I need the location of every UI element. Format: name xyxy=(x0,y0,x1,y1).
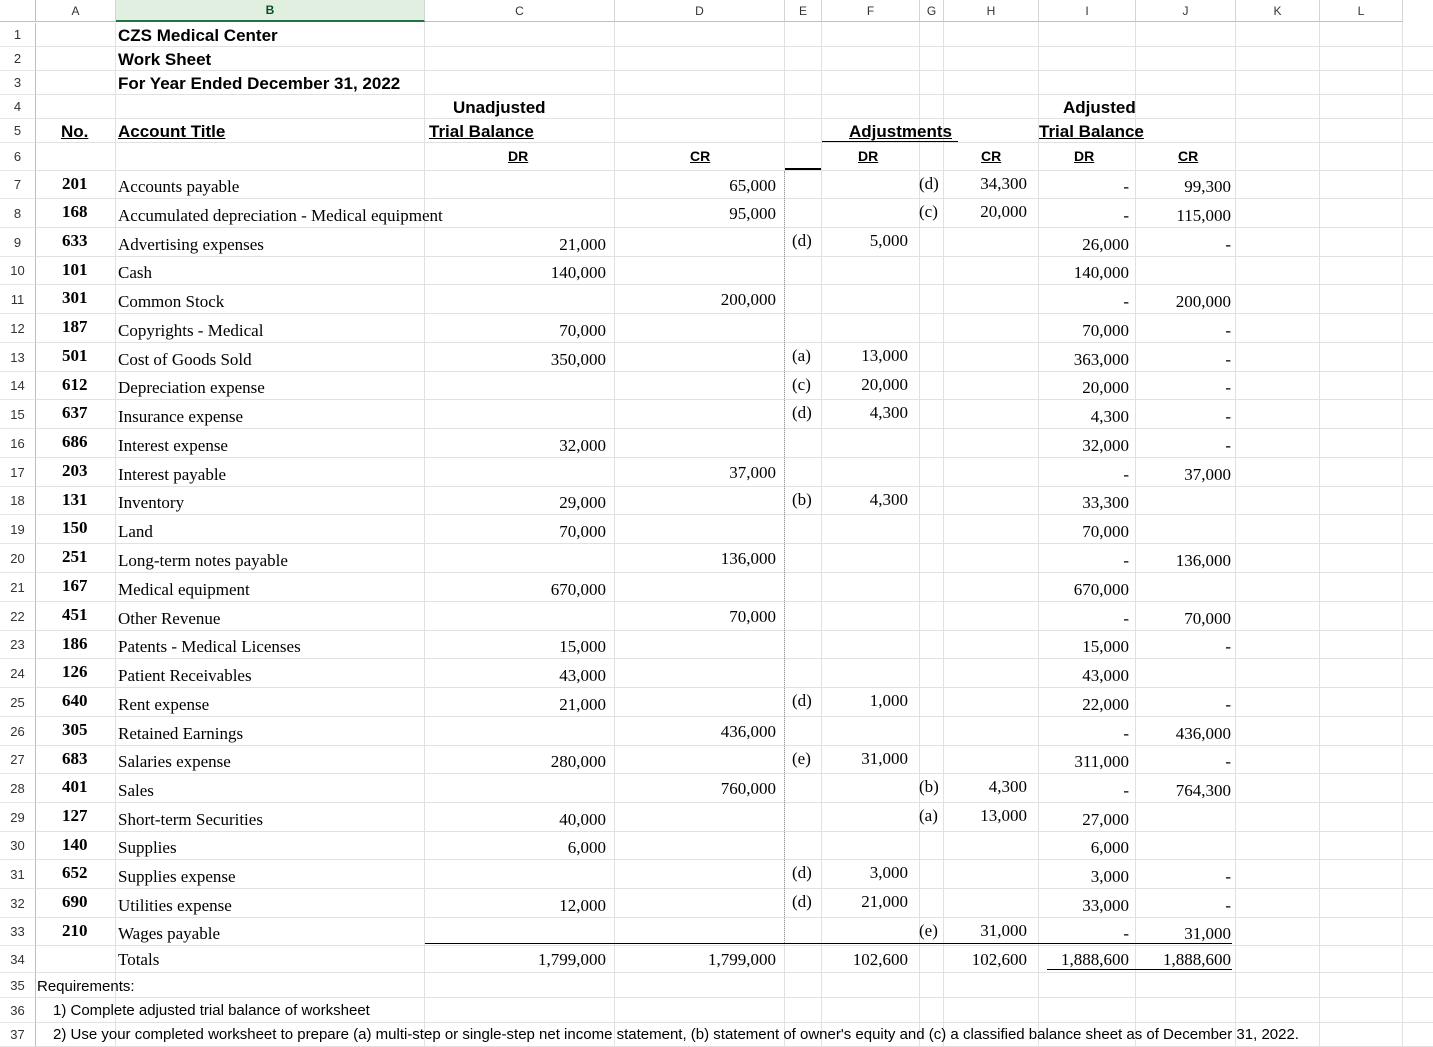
row-header-12[interactable]: 12 xyxy=(0,314,36,343)
grid-row-line xyxy=(36,457,1433,458)
account-title[interactable]: Inventory xyxy=(118,493,185,512)
column-header-L[interactable]: L xyxy=(1320,0,1403,22)
adjustment-cr[interactable]: 4,300 xyxy=(988,777,1027,796)
totals-unadjusted-dr[interactable]: 1,799,000 xyxy=(538,950,606,969)
account-number[interactable]: 140 xyxy=(62,835,88,854)
account-number[interactable]: 640 xyxy=(62,691,88,710)
account-number[interactable]: 203 xyxy=(62,461,88,480)
account-title[interactable]: Land xyxy=(118,522,153,541)
adjusted-dr[interactable]: - xyxy=(1123,924,1129,943)
sheet-title[interactable]: Work Sheet xyxy=(118,50,212,69)
account-title[interactable]: Medical equipment xyxy=(118,580,250,599)
adjusted-dr[interactable]: 26,000 xyxy=(1082,235,1129,254)
account-title[interactable]: Supplies xyxy=(118,838,177,857)
grid-row-line xyxy=(36,46,1433,47)
unadjusted-dr[interactable]: 21,000 xyxy=(559,235,606,254)
adjusted-dr[interactable]: 27,000 xyxy=(1082,810,1129,829)
period-label[interactable]: For Year Ended December 31, 2022 xyxy=(118,74,401,93)
account-number[interactable]: 637 xyxy=(62,403,88,422)
row-header-31[interactable]: 31 xyxy=(0,860,36,889)
account-title[interactable]: Cash xyxy=(118,263,152,282)
account-title[interactable]: Advertising expenses xyxy=(118,235,264,254)
adjusted-cr[interactable]: 37,000 xyxy=(1184,465,1231,484)
adjustment-dr-ref[interactable]: (e) xyxy=(792,749,811,768)
row-header-36[interactable]: 36 xyxy=(0,998,36,1023)
adjusted-dr[interactable]: - xyxy=(1123,177,1129,196)
account-title[interactable]: Salaries expense xyxy=(118,752,231,771)
adjustments-cr-label[interactable]: CR xyxy=(981,148,1002,164)
grid-row-line xyxy=(36,70,1433,71)
row-header-22[interactable]: 22 xyxy=(0,602,36,631)
column-header-D[interactable]: D xyxy=(615,0,785,22)
account-number[interactable]: 301 xyxy=(62,288,88,307)
row-header-10[interactable]: 10 xyxy=(0,257,36,285)
adjusted-dr[interactable]: 20,000 xyxy=(1082,378,1129,397)
row-header-32[interactable]: 32 xyxy=(0,889,36,918)
grid-row-line xyxy=(36,94,1433,95)
adjusted-dr[interactable]: 22,000 xyxy=(1082,695,1129,714)
adjusted-cr[interactable]: 436,000 xyxy=(1175,724,1231,743)
row-header-27[interactable]: 27 xyxy=(0,746,36,774)
account-title[interactable]: Common Stock xyxy=(118,292,225,311)
grid-row-line xyxy=(36,831,1433,832)
account-number[interactable]: 187 xyxy=(62,317,88,336)
grid-col-line xyxy=(1235,22,1236,1047)
grid-row-line xyxy=(36,399,1433,400)
adjustment-dr[interactable]: 4,300 xyxy=(869,490,908,509)
adjusted-heading-1[interactable]: Adjusted xyxy=(1063,98,1136,117)
account-title[interactable]: Rent expense xyxy=(118,695,210,714)
row-header-35[interactable]: 35 xyxy=(0,973,36,998)
grid-row-line xyxy=(36,658,1433,659)
unadjusted-dr[interactable]: 280,000 xyxy=(550,752,606,771)
adjusted-cr[interactable]: 200,000 xyxy=(1175,292,1231,311)
adjusted-dr[interactable]: 32,000 xyxy=(1082,436,1129,455)
totals-adjustments-dr[interactable]: 102,600 xyxy=(852,950,908,969)
adjusted-dr[interactable]: 70,000 xyxy=(1082,321,1129,340)
unadjusted-cr[interactable]: 65,000 xyxy=(729,176,776,195)
adjustment-cr-ref[interactable]: (a) xyxy=(919,806,938,825)
unadjusted-cr[interactable]: 37,000 xyxy=(729,463,776,482)
requirements-heading[interactable]: Requirements: xyxy=(37,978,135,995)
adjustment-dr[interactable]: 21,000 xyxy=(861,892,908,911)
account-number[interactable]: 167 xyxy=(62,576,88,595)
account-title-header[interactable]: Account Title xyxy=(118,122,226,141)
grid-row-line xyxy=(36,118,1433,119)
adjusted-cr[interactable]: - xyxy=(1225,350,1231,369)
row-header-25[interactable]: 25 xyxy=(0,688,36,717)
adjusted-dr[interactable]: 140,000 xyxy=(1073,263,1129,282)
row-header-33[interactable]: 33 xyxy=(0,918,36,946)
grid-row-line xyxy=(36,773,1433,774)
grid-row-line xyxy=(36,170,1433,171)
grid-row-line xyxy=(36,198,1433,199)
adjusted-dr[interactable]: 43,000 xyxy=(1082,666,1129,685)
account-number[interactable]: 305 xyxy=(62,720,88,739)
dr-cr-separator xyxy=(785,168,821,170)
row-header-26[interactable]: 26 xyxy=(0,717,36,746)
adjusted-dr-label[interactable]: DR xyxy=(1074,148,1095,164)
grid-row-line xyxy=(36,371,1433,372)
unadjusted-cr[interactable]: 70,000 xyxy=(729,607,776,626)
grid-row-line xyxy=(36,142,1433,143)
adjusted-cr[interactable]: - xyxy=(1225,321,1231,340)
adjustments-heading[interactable]: Adjustments xyxy=(849,122,952,141)
adjustment-cr-ref[interactable]: (b) xyxy=(919,777,939,796)
select-all-corner[interactable] xyxy=(0,0,36,22)
account-number[interactable]: 652 xyxy=(62,863,88,882)
row-header-7[interactable]: 7 xyxy=(0,171,36,199)
row-header-6[interactable]: 6 xyxy=(0,143,36,171)
account-title[interactable]: Short-term Securities xyxy=(118,810,263,829)
row-header-5[interactable]: 5 xyxy=(0,119,36,143)
row-header-19[interactable]: 19 xyxy=(0,515,36,544)
adjustment-dr[interactable]: 20,000 xyxy=(861,375,908,394)
grid-col-line xyxy=(115,22,116,1047)
grid-row-line xyxy=(36,917,1433,918)
totals-unadjusted-cr[interactable]: 1,799,000 xyxy=(708,950,776,969)
adjustment-dr[interactable]: 13,000 xyxy=(861,346,908,365)
account-title[interactable]: Utilities expense xyxy=(118,896,232,915)
row-header-30[interactable]: 30 xyxy=(0,832,36,860)
account-number[interactable]: 127 xyxy=(62,806,88,825)
adjustment-dr[interactable]: 5,000 xyxy=(869,231,908,250)
adjustments-underline xyxy=(822,141,958,142)
adjusted-cr[interactable]: 764,300 xyxy=(1175,781,1231,800)
column-header-E[interactable]: E xyxy=(785,0,822,22)
grid-row-line xyxy=(36,514,1433,515)
grid-row-line xyxy=(36,888,1433,889)
unadjusted-dr[interactable]: 29,000 xyxy=(559,493,606,512)
unadjusted-cr[interactable]: 436,000 xyxy=(720,722,776,741)
grid-row-line xyxy=(36,802,1433,803)
adjustment-cr[interactable]: 34,300 xyxy=(980,174,1027,193)
adjustment-cr[interactable]: 31,000 xyxy=(980,921,1027,940)
grid-row-line xyxy=(36,1022,1433,1023)
adjusted-cr[interactable]: - xyxy=(1225,436,1231,455)
totals-rule xyxy=(425,943,1232,944)
adjusted-dr[interactable]: - xyxy=(1123,609,1129,628)
grid-col-line xyxy=(424,22,425,1047)
row-header-21[interactable]: 21 xyxy=(0,573,36,602)
unadjusted-heading-1[interactable]: Unadjusted xyxy=(453,98,546,117)
unadjusted-cr[interactable]: 760,000 xyxy=(720,779,776,798)
account-number[interactable]: 633 xyxy=(62,231,88,250)
unadjusted-dr[interactable]: 21,000 xyxy=(559,695,606,714)
row-header-14[interactable]: 14 xyxy=(0,372,36,400)
account-number[interactable]: 150 xyxy=(62,518,88,537)
grid-row-line xyxy=(36,601,1433,602)
adjustment-cr[interactable]: 13,000 xyxy=(980,806,1027,825)
adjusted-dr[interactable]: - xyxy=(1123,206,1129,225)
account-number[interactable]: 683 xyxy=(62,749,88,768)
adjusted-cr-label[interactable]: CR xyxy=(1178,148,1199,164)
grid-row-line xyxy=(36,972,1433,973)
adjusted-dr[interactable]: 363,000 xyxy=(1073,350,1129,369)
column-header-J[interactable]: J xyxy=(1136,0,1236,22)
grid-row-line xyxy=(36,227,1433,228)
row-header-11[interactable]: 11 xyxy=(0,285,36,314)
totals-adjustments-cr[interactable]: 102,600 xyxy=(971,950,1027,969)
requirement-2[interactable]: 2) Use your completed worksheet to prepare (a) multi-step or single-step net income statement, (b) statement of owner's equity and (c) a classified balance sheet as of December 31, 2022. xyxy=(53,1026,1299,1043)
grid-col-line xyxy=(821,22,822,1047)
adjusted-dr[interactable]: 33,300 xyxy=(1082,493,1129,512)
totals-adjusted-cr[interactable]: 1,888,600 xyxy=(1163,950,1231,969)
unadjusted-dr[interactable]: 350,000 xyxy=(550,350,606,369)
unadjusted-dr[interactable]: 6,000 xyxy=(567,838,606,857)
totals-adjusted-dr[interactable]: 1,888,600 xyxy=(1061,950,1129,969)
grid-col-line xyxy=(1038,22,1039,1047)
adjusted-dr[interactable]: - xyxy=(1123,292,1129,311)
adjusted-cr[interactable]: 136,000 xyxy=(1175,551,1231,570)
adjustment-dr[interactable]: 4,300 xyxy=(869,403,908,422)
adjustment-cr[interactable]: 20,000 xyxy=(980,202,1027,221)
grid-col-line xyxy=(1135,22,1136,1047)
adjustment-dr-ref[interactable]: (d) xyxy=(792,863,812,882)
account-title[interactable]: Interest expense xyxy=(118,436,228,455)
totals-label[interactable]: Totals xyxy=(118,950,160,969)
adjustment-dr[interactable]: 1,000 xyxy=(869,691,908,710)
row-header-34[interactable]: 34 xyxy=(0,946,36,973)
adjustment-dr-ref[interactable]: (d) xyxy=(792,403,812,422)
adjusted-dr[interactable]: - xyxy=(1123,724,1129,743)
row-header-4[interactable]: 4 xyxy=(0,95,36,119)
unadjusted-cr-label[interactable]: CR xyxy=(690,148,711,164)
adjusted-dr[interactable]: 670,000 xyxy=(1073,580,1129,599)
adjusted-dr[interactable]: 33,000 xyxy=(1082,896,1129,915)
adjusted-cr[interactable]: - xyxy=(1225,407,1231,426)
grid-col-line xyxy=(1319,22,1320,1047)
account-number[interactable]: 201 xyxy=(62,174,88,193)
grid-row-line xyxy=(36,945,1433,946)
column-d-dotted-border xyxy=(784,171,785,943)
account-number[interactable]: 131 xyxy=(62,490,88,509)
grid-row-line xyxy=(36,256,1433,257)
unadjusted-dr-label[interactable]: DR xyxy=(508,148,529,164)
adjustment-dr-ref[interactable]: (d) xyxy=(792,892,812,911)
grid-row-line xyxy=(36,284,1433,285)
adjusted-cr[interactable]: - xyxy=(1225,752,1231,771)
row-header-2[interactable]: 2 xyxy=(0,47,36,71)
column-header-C[interactable]: C xyxy=(425,0,615,22)
grid-row-line xyxy=(36,716,1433,717)
account-title[interactable]: Retained Earnings xyxy=(118,724,244,743)
unadjusted-dr[interactable]: 15,000 xyxy=(559,637,606,656)
column-header-A[interactable]: A xyxy=(36,0,116,22)
row-header-37[interactable]: 37 xyxy=(0,1023,36,1047)
adjustment-cr-ref[interactable]: (c) xyxy=(919,202,938,221)
row-header-9[interactable]: 9 xyxy=(0,228,36,257)
account-number[interactable]: 210 xyxy=(62,921,88,940)
row-header-29[interactable]: 29 xyxy=(0,803,36,832)
row-header-3[interactable]: 3 xyxy=(0,71,36,95)
column-header-G[interactable]: G xyxy=(920,0,944,22)
adjustment-dr-ref[interactable]: (c) xyxy=(792,375,811,394)
grid-col-line xyxy=(943,22,944,1047)
unadjusted-cr[interactable]: 136,000 xyxy=(720,549,776,568)
account-number[interactable]: 612 xyxy=(62,375,88,394)
grid-row-line xyxy=(36,997,1433,998)
unadjusted-dr[interactable]: 70,000 xyxy=(559,321,606,340)
account-number[interactable]: 168 xyxy=(62,202,88,221)
row-header-20[interactable]: 20 xyxy=(0,544,36,573)
requirement-1[interactable]: 1) Complete adjusted trial balance of worksheet xyxy=(53,1002,370,1019)
adjusted-cr[interactable]: - xyxy=(1225,235,1231,254)
account-number[interactable]: 186 xyxy=(62,634,88,653)
account-title[interactable]: Interest payable xyxy=(118,465,227,484)
unadjusted-cr[interactable]: 95,000 xyxy=(729,204,776,223)
adjusted-cr[interactable]: 31,000 xyxy=(1184,924,1231,943)
adjustment-dr[interactable]: 31,000 xyxy=(861,749,908,768)
column-header-K[interactable]: K xyxy=(1236,0,1320,22)
adjusted-dr[interactable]: 6,000 xyxy=(1090,838,1129,857)
account-number[interactable]: 401 xyxy=(62,777,88,796)
adjusted-dr[interactable]: 70,000 xyxy=(1082,522,1129,541)
account-title[interactable]: Patents - Medical Licenses xyxy=(118,637,301,656)
adjusted-dr[interactable]: - xyxy=(1123,465,1129,484)
account-number[interactable]: 501 xyxy=(62,346,88,365)
no-header[interactable]: No. xyxy=(61,122,89,141)
grid-row-line xyxy=(36,687,1433,688)
adjusted-cr[interactable]: - xyxy=(1225,637,1231,656)
account-title[interactable]: Other Revenue xyxy=(118,609,221,628)
row-header-16[interactable]: 16 xyxy=(0,429,36,458)
account-title[interactable]: Cost of Goods Sold xyxy=(118,350,252,369)
grid-row-line xyxy=(36,313,1433,314)
account-title[interactable]: Sales xyxy=(118,781,154,800)
adjusted-cr[interactable]: - xyxy=(1225,896,1231,915)
grid-row-line xyxy=(36,428,1433,429)
account-number[interactable]: 690 xyxy=(62,892,88,911)
row-header-18[interactable]: 18 xyxy=(0,487,36,515)
unadjusted-dr[interactable]: 40,000 xyxy=(559,810,606,829)
unadjusted-dr[interactable]: 43,000 xyxy=(559,666,606,685)
account-number[interactable]: 686 xyxy=(62,432,88,451)
account-number[interactable]: 251 xyxy=(62,547,88,566)
account-number[interactable]: 126 xyxy=(62,662,88,681)
adjustment-dr-ref[interactable]: (b) xyxy=(792,490,812,509)
adjusted-dr[interactable]: - xyxy=(1123,551,1129,570)
row-header-28[interactable]: 28 xyxy=(0,774,36,803)
row-header-24[interactable]: 24 xyxy=(0,659,36,688)
grid-row-line xyxy=(36,745,1433,746)
totals-double-rule xyxy=(1047,969,1232,970)
column-header-I[interactable]: I xyxy=(1039,0,1136,22)
row-header-8[interactable]: 8 xyxy=(0,199,36,228)
unadjusted-cr[interactable]: 200,000 xyxy=(720,290,776,309)
adjustment-cr-ref[interactable]: (e) xyxy=(919,921,938,940)
company-name[interactable]: CZS Medical Center xyxy=(118,26,278,45)
row-header-1[interactable]: 1 xyxy=(0,23,36,47)
grid-col-line xyxy=(614,22,615,1047)
unadjusted-dr[interactable]: 70,000 xyxy=(559,522,606,541)
account-title[interactable]: Depreciation expense xyxy=(118,378,265,397)
unadjusted-heading-2[interactable]: Trial Balance xyxy=(429,122,534,141)
adjustment-dr[interactable]: 3,000 xyxy=(869,863,908,882)
adjusted-dr[interactable]: 15,000 xyxy=(1082,637,1129,656)
adjusted-cr[interactable]: - xyxy=(1225,867,1231,886)
grid-row-line xyxy=(36,543,1433,544)
account-title[interactable]: Long-term notes payable xyxy=(118,551,288,570)
row-header-13[interactable]: 13 xyxy=(0,343,36,372)
adjusted-cr[interactable]: 70,000 xyxy=(1184,609,1231,628)
unadjusted-dr[interactable]: 12,000 xyxy=(559,896,606,915)
adjusted-dr[interactable]: 311,000 xyxy=(1074,752,1129,771)
adjusted-cr[interactable]: - xyxy=(1225,695,1231,714)
row-header-15[interactable]: 15 xyxy=(0,400,36,429)
adjusted-cr[interactable]: 115,000 xyxy=(1176,206,1231,225)
column-header-B[interactable]: B xyxy=(116,0,425,22)
account-title[interactable]: Accounts payable xyxy=(118,177,240,196)
adjustment-dr-ref[interactable]: (d) xyxy=(792,231,812,250)
adjusted-dr[interactable]: 4,300 xyxy=(1090,407,1129,426)
column-header-H[interactable]: H xyxy=(944,0,1039,22)
unadjusted-dr[interactable]: 140,000 xyxy=(550,263,606,282)
adjustment-dr-ref[interactable]: (a) xyxy=(792,346,811,365)
grid-row-line xyxy=(36,572,1433,573)
grid-col-line xyxy=(1402,22,1403,1047)
unadjusted-dr[interactable]: 32,000 xyxy=(559,436,606,455)
adjustments-dr-label[interactable]: DR xyxy=(858,148,879,164)
grid-row-line xyxy=(36,486,1433,487)
adjustment-cr-ref[interactable]: (d) xyxy=(919,174,939,193)
account-title[interactable]: Accumulated depreciation - Medical equipment xyxy=(118,206,443,225)
unadjusted-dr[interactable]: 670,000 xyxy=(550,580,606,599)
account-number[interactable]: 101 xyxy=(62,260,88,279)
account-title[interactable]: Copyrights - Medical xyxy=(118,321,264,340)
row-header-23[interactable]: 23 xyxy=(0,631,36,659)
column-header-F[interactable]: F xyxy=(822,0,920,22)
account-title[interactable]: Wages payable xyxy=(118,924,220,943)
account-title[interactable]: Patient Receivables xyxy=(118,666,252,685)
account-number[interactable]: 451 xyxy=(62,605,88,624)
account-title[interactable]: Supplies expense xyxy=(118,867,236,886)
grid-row-line xyxy=(36,342,1433,343)
adjusted-dr[interactable]: 3,000 xyxy=(1090,867,1129,886)
grid-row-line xyxy=(36,859,1433,860)
grid-row-line xyxy=(36,630,1433,631)
adjusted-dr[interactable]: - xyxy=(1123,781,1129,800)
adjusted-cr[interactable]: - xyxy=(1225,378,1231,397)
adjusted-heading-2[interactable]: Trial Balance xyxy=(1039,122,1144,141)
row-header-17[interactable]: 17 xyxy=(0,458,36,487)
adjustment-dr-ref[interactable]: (d) xyxy=(792,691,812,710)
account-title[interactable]: Insurance expense xyxy=(118,407,244,426)
adjusted-cr[interactable]: 99,300 xyxy=(1184,177,1231,196)
